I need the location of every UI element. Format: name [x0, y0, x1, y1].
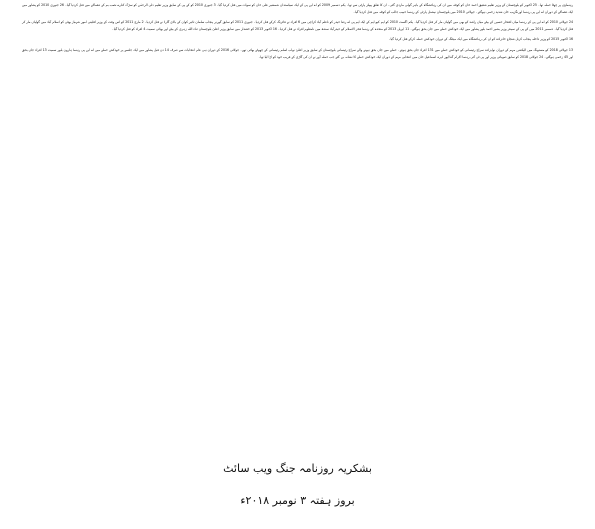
paragraph-1: رہنماؤں پر چھٹا حملہ تھا۔ 25 اکتوبر کو بلوچستان کے وزیر تعلیم شفیق احمد خان کو کوئٹہ میں ان کی رہائشگاہ کے باہر گولی ماردی گئی۔ ان کا تعلق پیپلز پارٹی سے تھا۔ یکم دسمبر 2009 کو اے این پی کے ایک سیاستدان شمشیر علی خان کو سوات میں قتل کردیا گیا۔ 3 جنوری 2010 کو کے پی کے سابق وزیر تعلیم ذلی الرحمٰن کو سڑک کنارے نصب بم کے دھماکے میں قتل کردیا گیا۔ 26 جنوری 2010 کو پشاور میں ایک دھماکے کے دوران اے این پی رہنما اورنگزیب خان شدید زخمی ہوگئے۔ جولائی 2010 میں بلوچستان نیشنل پارٹی کے رہنما حبیب جالب کو کوئٹہ میں قتل کردیا گیا۔	[22, 3, 574, 14]
publication-date: بروز ہفتہ ۳ نومبر ۲۰۱۸ء	[240, 494, 355, 507]
source-credit: بشکریہ روزنامہ جنگ ویب سائٹ	[223, 462, 372, 475]
paragraph-4: 13 جولائی 2018 کو مستونگ میں الیکشن مہم کے دوران نوابزادہ سراج رئیسانی کو خودکش حملے میں 131 افراد جاں بحق ہوئے۔ حملے میں جاں بحق ہونے والے سراج رئیسانی بلوچستان کے سابق وزیر اعلیٰ نواب اسلم رئیسانی کے چھوٹے بھائی تھے۔ جولائی 2016 کے دوران ہی عام انتخابات سے صرف 14 دن قبل پشاور میں ایک جلسے پر خودکش حملے میں اے این پی رہنما ہارون بلور سمیت 13 افراد جاں بحق اور 45 زخمی ہوگئے۔ 24 جولائی 2018 کو سابق صوبائی وزیر اور پی ٹی آئی رہنما اکرام گنڈاپور ڈیرہ اسماعیل خان میں انتخابی مہم کے دوران ایک خودکش حملے کا نشانہ بن گئے جب حملہ آور نے ان کی گاڑی کے قریب خود کو اڑا لیا تھا۔	[22, 47, 573, 59]
paragraph-2: 24 جولائی 2010 کو اے این پی کے رہنما میاں افتخار حسین کے بیٹے میاں راشد کو بھی میں گولیاں مار کر قتل کردیا گیا۔ یکم اگست 2010 کو ایم کیو ایم کے ایک ایم پی اے رضا حیدر کو ناظم آباد کراچی میں 6 افراد نے فائرنگ کرکے قتل کردیا۔ جنوری 2011 کو سابق گورنر پنجاب سلمان تاثیر کوان کے باڈی گارڈ نے قتل کردیا۔ 2 مارچ 2011 کو اس وقت کے وزیر اقلیتی امور شہباز بھٹی کو اسلام آباد میں گولیاں مار کر قتل کردیا گیا۔ دسمبر 2011 میں کے پی کے سینئر وزیر بشیر احمد بلور پشاور میں ایک خودکش حملے میں جان بحق ہوگئے۔ 11 اپریل 2013 کو متحدہ کے رہنما فخر الاسلام کو حیدرآباد سندھ میں نامعلوم افراد نے قتل کردیا۔ 16 اکتوبر 2013 کو خضدار میں سابق وزیر اعلیٰ بلوچستان ثناء اللہ زہری کے بیٹے اور بھائی سمیت 4 افراد کو قتل کردیا گیا۔	[22, 20, 573, 31]
paragraph-3: 16 اکتوبر 2015 کو وزیر داخلہ پنجاب کرنل شجاع خانزادہ کو ان کی رہائشگاہ میں ایک میٹنگ کے دوران خودکش حملہ کرکے قتل کردیا گیا۔	[388, 37, 573, 42]
